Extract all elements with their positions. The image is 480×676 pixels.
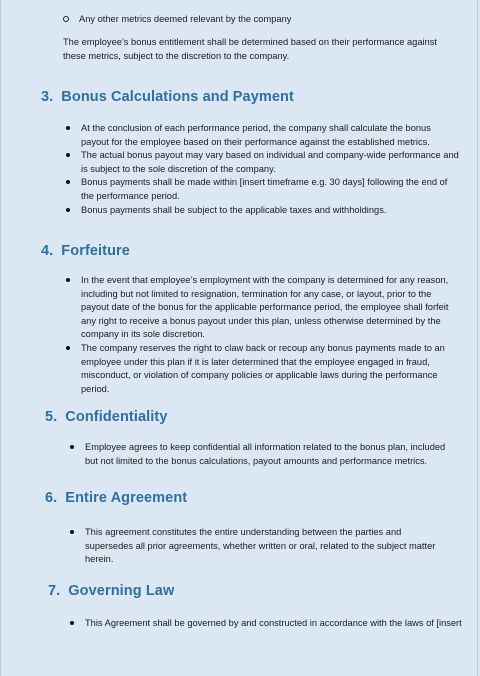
- section-heading-confidentiality: [45, 409, 168, 425]
- intro-paragraph: The employee’s bonus entitlement shall be determined based on their performance against these metrics, subject to the discretion to the company.: [63, 37, 437, 61]
- list-item: Bonus payments shall be subject to the applicable taxes and withholdings.: [65, 204, 461, 218]
- bullet-icon: [66, 208, 70, 212]
- section-heading-entire-agreement: [45, 490, 187, 506]
- list-item: The actual bonus payout may vary based on individual and company-wide performance and is subject to the sole discretion of the company.: [65, 149, 461, 176]
- section-title: Entire Agreement: [65, 490, 188, 506]
- list-item: The company reserves the right to claw back or recoup any bonus payments made to an employee under this plan if it is later determined that the employee engaged in fraud, misconduct, or violation of company policies or applicable laws during the performance period.: [65, 342, 461, 396]
- bullet-icon: [66, 180, 70, 184]
- sub-bullet-item: [63, 14, 291, 24]
- section-number: 4.: [41, 243, 54, 259]
- list-item: In the event that employee’s employment with the company is determined for any reason, including but not limited to resignation, termination for any case, or layout, prior to the payout date of the bonus for the applicable performance period, the employee shall forfeit any right to receive a bonus payout under this plan, unless otherwise determined by the company in its sole discretion.: [65, 274, 461, 342]
- bullet-icon: [66, 278, 70, 282]
- list-item: This Agreement shall be governed by and constructed in accordance with the laws of [insert: [69, 617, 469, 631]
- bullet-icon: [66, 346, 70, 350]
- bullet-icon: [70, 621, 74, 625]
- bonus-calculations-list: [65, 122, 461, 217]
- list-item: Bonus payments shall be made within [insert timeframe e.g. 30 days] following the end of the performance period.: [65, 176, 461, 203]
- section-heading-forfeiture: [41, 243, 130, 259]
- confidentiality-list: [69, 441, 459, 468]
- bullet-icon: [70, 445, 74, 449]
- list-item: At the conclusion of each performance period, the company shall calculate the bonus payout for the employee based on their performance against the established metrics.: [65, 122, 461, 149]
- sub-bullet-text: Any other metrics deemed relevant by the company: [79, 14, 292, 24]
- section-number: 5.: [45, 409, 58, 425]
- forfeiture-list: [65, 274, 461, 396]
- section-number: 7.: [48, 583, 61, 599]
- section-title: Confidentiality: [65, 409, 168, 425]
- bullet-icon: [66, 126, 70, 130]
- section-number: 6.: [45, 490, 58, 506]
- list-item: Employee agrees to keep confidential all information related to the bonus plan, included but not limited to the bonus calculations, payout amounts and performance metrics.: [69, 441, 459, 468]
- section-heading-governing-law: [48, 583, 174, 599]
- entire-agreement-list: [69, 526, 451, 567]
- list-item: This agreement constitutes the entire understanding between the parties and supersedes all prior agreements, whether written or oral, related to the subject matter herein.: [69, 526, 451, 567]
- bullet-icon: [66, 153, 70, 157]
- section-number: 3.: [41, 89, 54, 105]
- hollow-circle-bullet-icon: [63, 16, 69, 22]
- governing-law-list: [69, 617, 469, 631]
- section-title: Governing Law: [68, 583, 175, 599]
- section-title: Forfeiture: [61, 243, 130, 259]
- section-heading-bonus-calculations: [41, 89, 294, 105]
- section-title: Bonus Calculations and Payment: [61, 89, 294, 105]
- bullet-icon: [70, 530, 74, 534]
